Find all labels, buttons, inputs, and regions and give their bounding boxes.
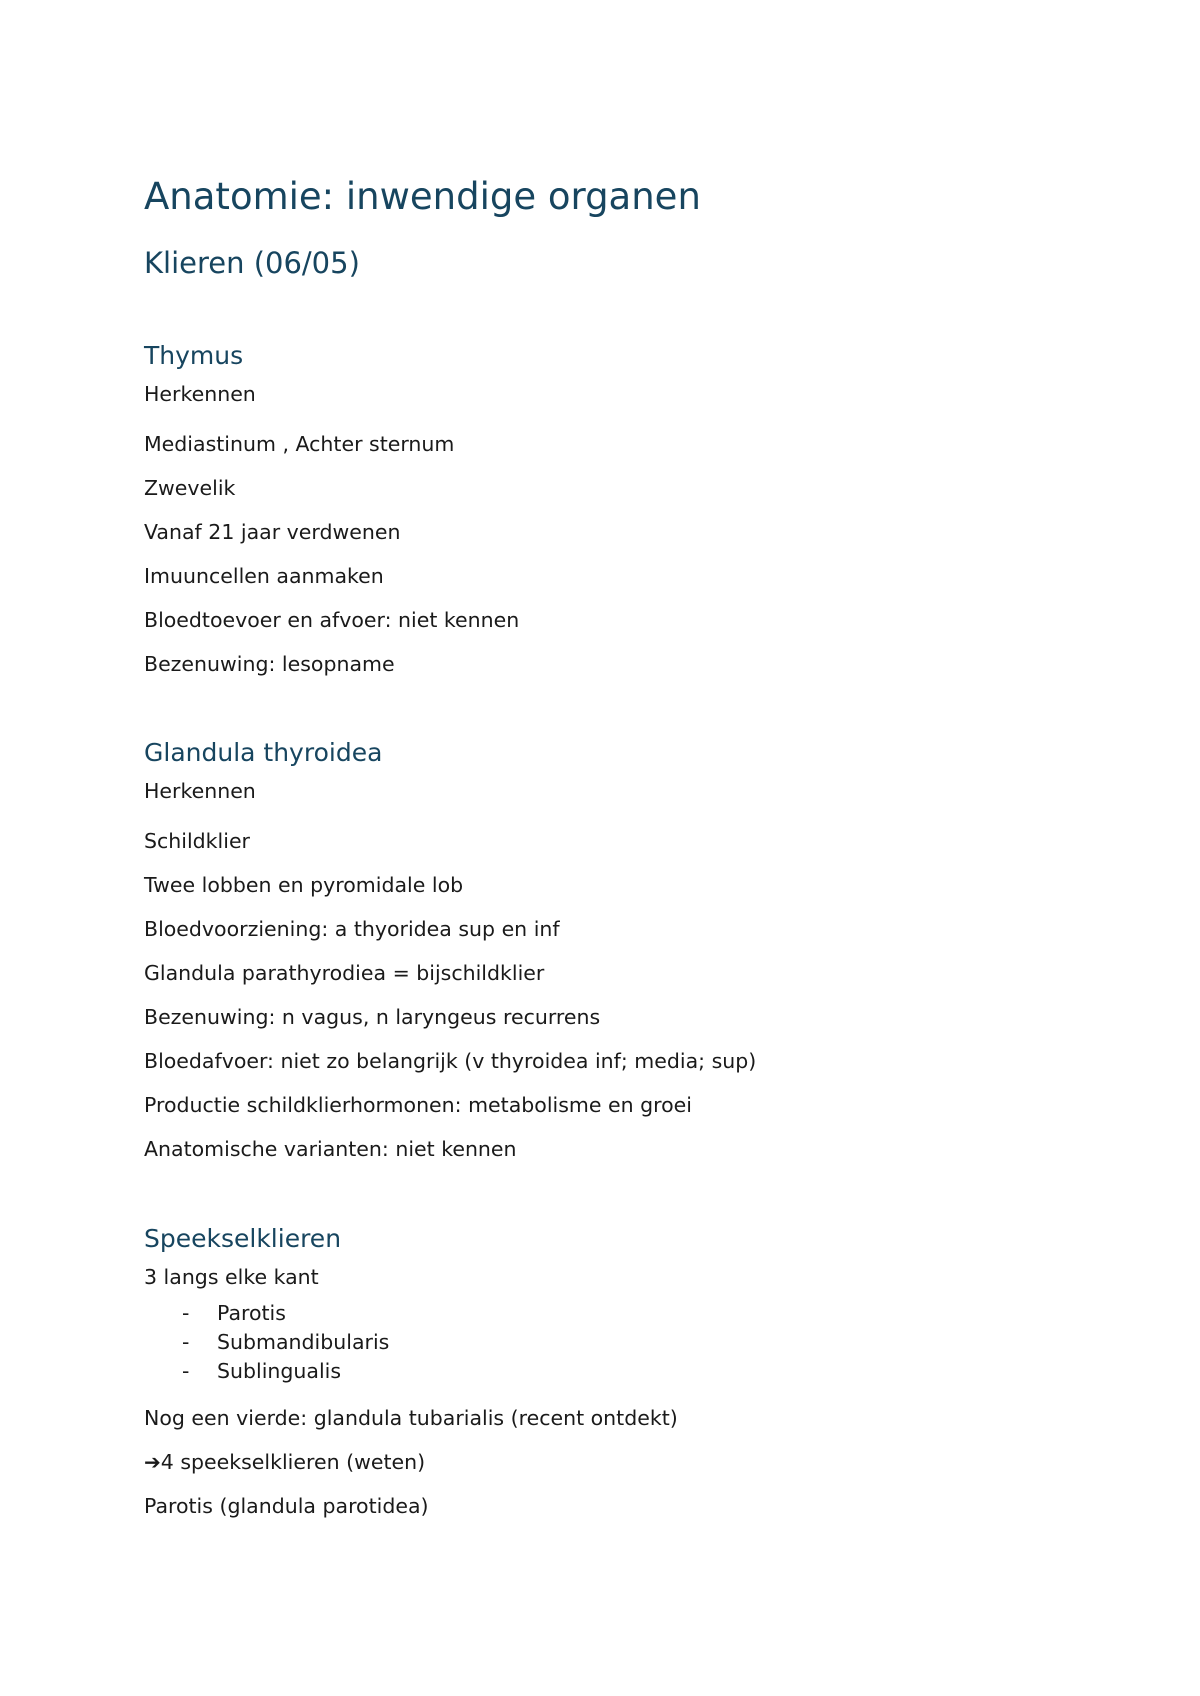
list-item-label: Sublingualis (217, 1359, 342, 1383)
section-thymus (144, 339, 1044, 686)
text-line: Herkennen (144, 382, 256, 406)
text-line: Zwevelik (144, 476, 236, 500)
text-line: Parotis (glandula parotidea) (144, 1494, 429, 1518)
text-line: Twee lobben en pyromidale lob (144, 873, 464, 897)
list-item-label: Submandibularis (217, 1330, 390, 1354)
text-line: Imuuncellen aanmaken (144, 564, 384, 588)
arrow-line-text: 4 speekselklieren (weten) (160, 1450, 426, 1474)
text-line: Anatomische varianten: niet kennen (144, 1137, 517, 1161)
section-glandula-thyroidea (144, 736, 1044, 1171)
text-line: Glandula parathyrodiea = bijschildklier (144, 961, 545, 985)
text-line: Schildklier (144, 829, 250, 853)
arrow-right-icon: ➔ (144, 1450, 161, 1474)
list-item (144, 1299, 1044, 1328)
bullet-list (144, 1299, 1044, 1386)
section-heading: Speekselklieren (144, 1224, 342, 1253)
bullet-dash: - (182, 1301, 190, 1325)
text-line: Bezenuwing: lesopname (144, 652, 395, 676)
bullet-dash: - (182, 1359, 190, 1383)
bullet-dash: - (182, 1330, 190, 1354)
text-line: Nog een vierde: glandula tubarialis (recent ontdekt) (144, 1406, 678, 1430)
section-speekselklieren (144, 1222, 1044, 1528)
text-line: Bezenuwing: n vagus, n laryngeus recurrens (144, 1005, 601, 1029)
arrow-line (144, 1440, 1044, 1484)
list-item (144, 1328, 1044, 1357)
text-line: Vanaf 21 jaar verdwenen (144, 520, 401, 544)
text-line: Herkennen (144, 779, 256, 803)
text-line: Bloedafvoer: niet zo belangrijk (v thyroidea inf; media; sup) (144, 1049, 757, 1073)
list-item (144, 1357, 1044, 1386)
text-line: Bloedvoorziening: a thyoridea sup en inf (144, 917, 560, 941)
text-line: Productie schildklierhormonen: metabolisme en groei (144, 1093, 692, 1117)
list-item-label: Parotis (217, 1301, 286, 1325)
section-heading: Glandula thyroidea (144, 738, 383, 767)
page-subtitle: Klieren (06/05) (144, 246, 360, 280)
text-line: Bloedtoevoer en afvoer: niet kennen (144, 608, 520, 632)
text-line: Mediastinum , Achter sternum (144, 432, 455, 456)
page-title: Anatomie: inwendige organen (144, 175, 701, 218)
text-line: 3 langs elke kant (144, 1265, 319, 1289)
section-heading: Thymus (144, 341, 244, 370)
